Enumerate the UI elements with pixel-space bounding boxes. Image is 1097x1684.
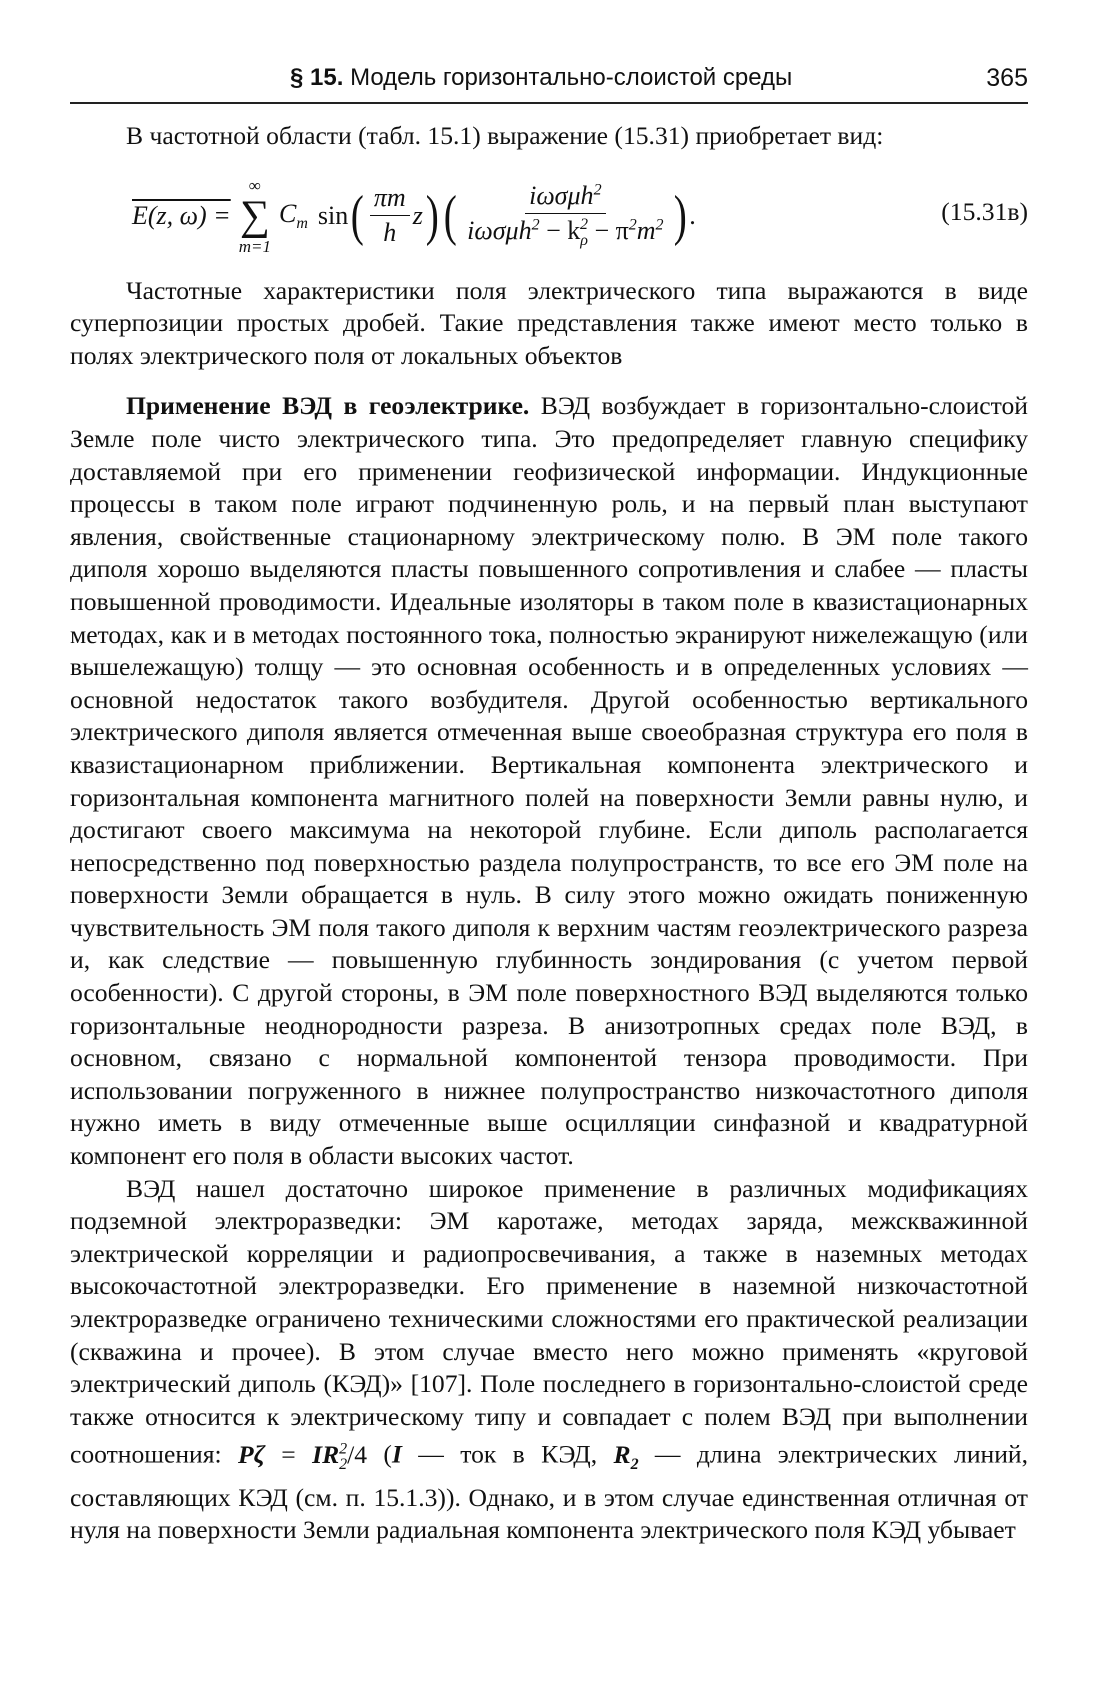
paragraph-ved-applications: ВЭД нашел достаточно широкое применение в различных модификациях подземной электроразведки: ЭМ каротаже, методах заряда, межскважинной электрической корреляции и радиопросвечивания, а также в наземных методах высокочастотной электроразведки. Его применение в наземной низкочастотной электроразведке ограничено техническими сложностями его практической реализации (скважина и прочее). В этом случае вместо него можно применять «круговой электрический диполь (КЭД)» [107]. Поле последнего в горизонтально-слоистой среде также относится к электрическому типу и совпадает с полем ВЭД при выполнении соотношения: $P\zeta = IR^2_2/4$ (I — ток в КЭД, $R_2$ — длина электрических линий, составляющих КЭД (см. п. 15.1.3)). Однако, и в этом случае единственная отличная от нуля на поверхности Земли радиальная компонента электрического поля КЭД убывает xyxy=(70,1173,1029,1545)
header-title xyxy=(290,64,792,92)
summation xyxy=(239,177,271,255)
left-paren-2: ( xyxy=(444,184,458,247)
left-paren: ( xyxy=(351,184,365,247)
sigma-symbol: ∑ xyxy=(239,192,270,239)
frac2-numerator: iωσμh$^2$ xyxy=(525,181,605,214)
inline-equation: $P\zeta = IR^2_2/4$ xyxy=(238,1439,368,1474)
run-in-heading: Применение ВЭД в геоэлектрике. xyxy=(126,391,530,421)
frac1-denominator: h xyxy=(383,218,397,248)
fraction-pi-m-over-h xyxy=(370,183,410,248)
z-variable: z xyxy=(412,200,423,230)
sum-upper-limit: ∞ xyxy=(248,175,261,195)
right-paren-2: ) xyxy=(673,184,687,247)
sum-lower-limit: m=1 xyxy=(238,236,271,256)
paragraph-body: ВЭД возбуждает в горизонтально-слоистой Земле поле чисто электрического типа. Это предопределяет главную специфику доставляемой при его применении геофизической информации. Индукционные процессы в таком поле играют подчиненную роль, и на первый план выступают явления, свойственные стационарному электрическому полю. В ЭМ поле такого диполя хорошо выделяются пласты повышенного сопротивления и слабее — пласты повышенной проводимости. Идеальные изоляторы в таком поле в квазистационарных методах, как и в методах постоянного тока, полностью экранируют нижележащую (или вышележащую) толщу — это основная особенность и в определенных условиях — основной недостаток такого возбудителя. Другой особенностью вертикального электрического диполя является отмеченная выше своеобразная структура его поля в квазистационарном приближении. Вертикальная компонента электрического и горизонтальная компонента магнитного полей на поверхности Земли равны нулю, и достигают своего максимума на некоторой глубине. Если диполь располагается непосредственно под поверхностью раздела полупространств, то все его ЭМ поле на поверхности Земли обращается в нуль. В силу этого можно ожидать пониженную чувствительность ЭМ поля такого диполя к верхним частям геоэлектрического разреза и, как следствие — повышенную глубинность зондирования (с учетом первой особенности). С другой стороны, в ЭМ поле поверхностного ВЭД выделяются только горизонтальные неоднородности разреза. В анизотропных средах поле ВЭД, в основном, связано с нормальной компонентой тензора проводимости. При использовании погруженного в нижнее полупространство низкочастотного диполя нужно иметь в виду отмеченные выше осцилляции синфазной и квадратурной компонент его поля в области высоких частот. xyxy=(70,391,1028,1171)
formula-15-31v xyxy=(70,157,1028,275)
coefficient: $C_m$ xyxy=(278,198,308,232)
formula-body xyxy=(132,157,696,275)
paragraph-frequency-characteristics: Частотные характеристики поля электрического типа выражаются в виде суперпозиции простых дробей. Такие представления также имеют место только в полях электрического поля от локальных объектов xyxy=(70,275,1028,370)
section-title: Модель горизонтально-слоистой среды xyxy=(350,64,793,91)
symbol-I: I xyxy=(391,1439,402,1469)
frac2-denominator: $i\omega\sigma\mu h^2 - k_\rho^2 - \pi^2m^2$ xyxy=(467,216,664,250)
sin-function: sin xyxy=(317,200,349,230)
paragraph-ved-in-geoelectrics xyxy=(70,390,1028,1172)
formula-period: . xyxy=(689,200,696,230)
page xyxy=(70,62,1028,1547)
page-number: 365 xyxy=(986,64,1028,92)
frac1-numerator: πm xyxy=(370,183,410,216)
running-header xyxy=(70,62,1028,104)
fraction-response xyxy=(463,181,667,250)
formula-lhs: E(z, ω) = xyxy=(132,200,231,230)
right-paren: ) xyxy=(425,184,439,247)
section-mark: § 15. xyxy=(290,64,344,91)
symbol-R2: $R_2$ xyxy=(613,1439,639,1474)
coefficient-subscript: m xyxy=(296,214,308,232)
equation-number: (15.31в) xyxy=(941,196,1028,226)
intro-line: В частотной области (табл. 15.1) выражение (15.31) приобретает вид: xyxy=(126,121,884,150)
